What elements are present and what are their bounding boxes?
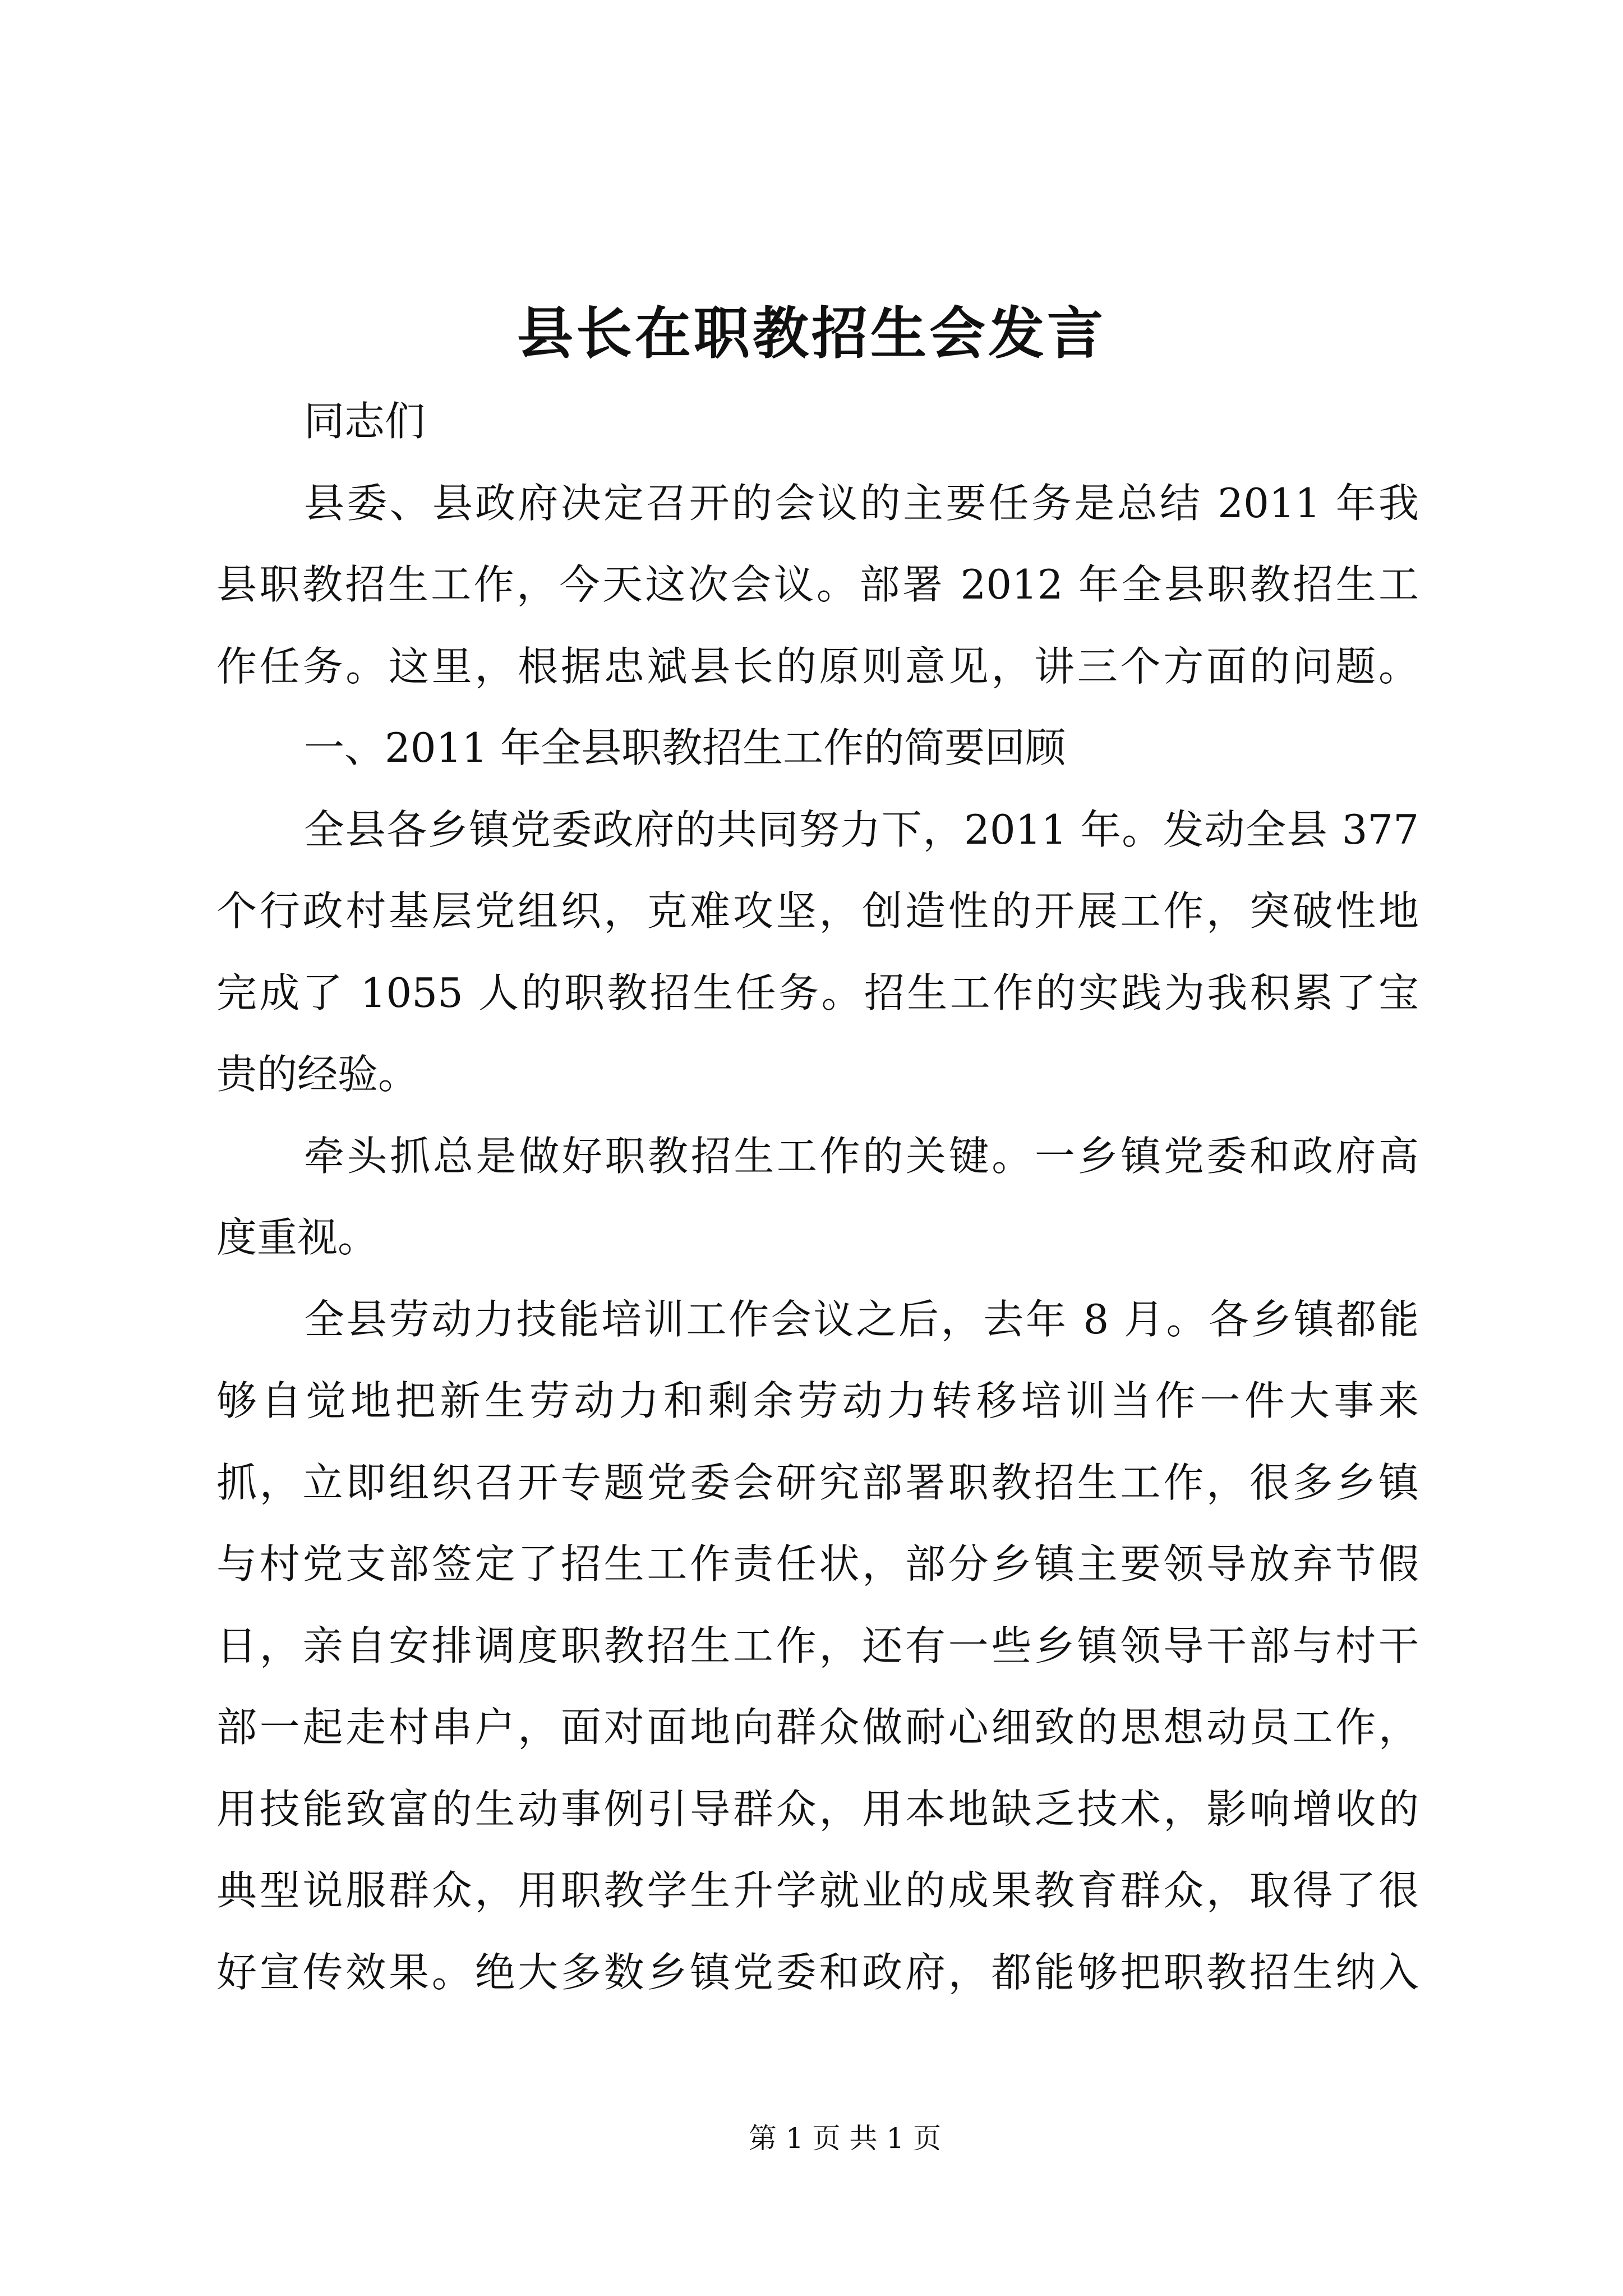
body-line: 抓，立即组织召开专题党委会研究部署职教招生工作，很多乡镇 <box>216 1458 1419 1506</box>
paragraph <box>216 1279 1419 2014</box>
body-line: 度重视。 <box>216 1214 379 1261</box>
body-line: 日，亲自安排调度职教招生工作，还有一些乡镇领导干部与村干 <box>216 1622 1419 1669</box>
body-line: 用技能致富的生动事例引导群众，用本地缺乏技术，影响增收的 <box>216 1785 1419 1833</box>
paragraph <box>216 789 1419 1116</box>
body-line: 县委、县政府决定召开的会议的主要任务是总结 2011 年我 <box>304 479 1419 527</box>
body-line: 完成了 1055 人的职教招生任务。招生工作的实践为我积累了宝 <box>216 969 1419 1016</box>
page-footer: 第 1 页 共 1 页 <box>749 2122 942 2155</box>
body-line: 部一起走村串户，面对面地向群众做耐心细致的思想动员工作， <box>216 1704 1419 1751</box>
body-line: 全县各乡镇党委政府的共同努力下，2011 年。发动全县 377 <box>304 806 1419 853</box>
body-line: 牵头抓总是做好职教招生工作的关键。一乡镇党委和政府高 <box>304 1132 1419 1180</box>
body-line: 全县劳动力技能培训工作会议之后，去年 8 月。各乡镇都能 <box>304 1295 1419 1343</box>
body-line: 够自觉地把新生劳动力和剩余劳动力转移培训当作一件大事来 <box>216 1377 1419 1424</box>
document-body <box>216 381 1419 2013</box>
body-line: 个行政村基层党组织，克难攻坚，创造性的开展工作，突破性地 <box>216 887 1419 935</box>
salutation-line: 同志们 <box>304 398 426 445</box>
body-line: 典型说服群众，用职教学生升学就业的成果教育群众，取得了很 <box>216 1867 1419 1914</box>
body-line: 与村党支部签定了招生工作责任状，部分乡镇主要领导放弃节假 <box>216 1540 1419 1588</box>
document-title: 县长在职教招生会发言 <box>517 300 1106 366</box>
body-line: 县职教招生工作，今天这次会议。部署 2012 年全县职教招生工 <box>216 561 1419 608</box>
section-heading-line: 一、2011 年全县职教招生工作的简要回顾 <box>304 724 1066 771</box>
paragraph <box>216 1116 1419 1279</box>
body-line: 作任务。这里，根据忠斌县长的原则意见，讲三个方面的问题。 <box>216 642 1419 690</box>
section-heading <box>216 707 1419 789</box>
salutation-paragraph <box>216 381 1419 463</box>
paragraph <box>216 463 1419 708</box>
body-line: 好宣传效果。绝大多数乡镇党委和政府，都能够把职教招生纳入 <box>216 1948 1419 1996</box>
body-line: 贵的经验。 <box>216 1051 419 1098</box>
